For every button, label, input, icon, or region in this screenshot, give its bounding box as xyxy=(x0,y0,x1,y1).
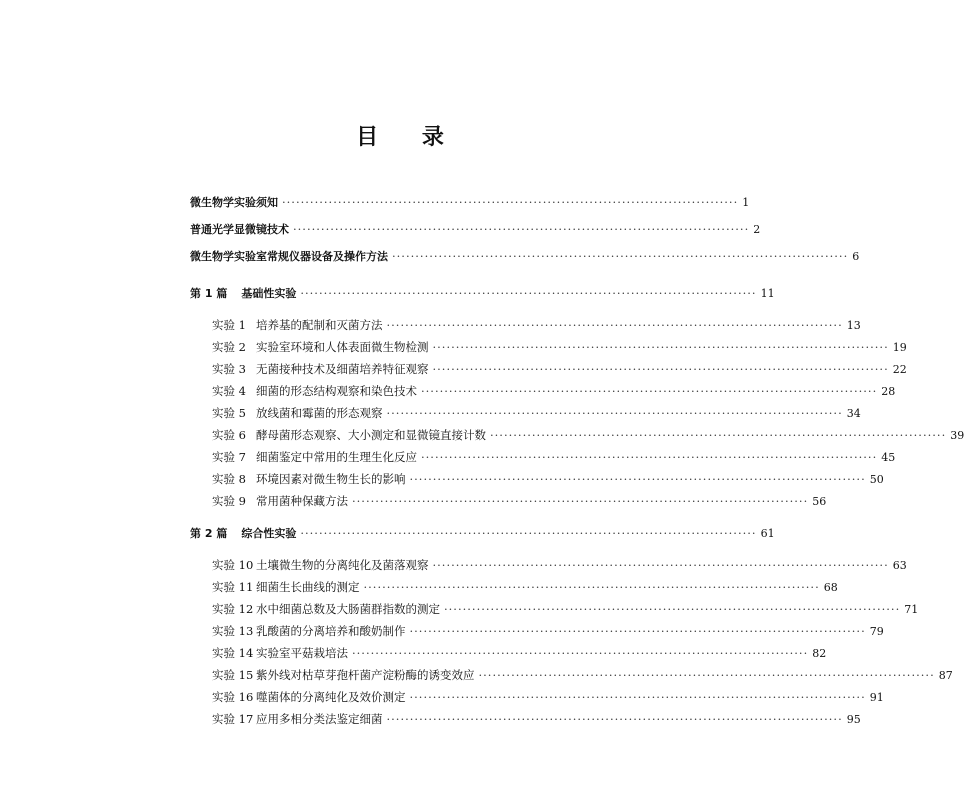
experiment-number: 实验 5 xyxy=(212,406,246,420)
toc-entry xyxy=(212,579,838,595)
leader-dots: ·································································································· xyxy=(293,222,750,236)
leader-dots: ·································································································· xyxy=(352,646,809,660)
leader-dots: ·································································································· xyxy=(300,286,757,300)
experiment-number: 实验 9 xyxy=(212,494,246,508)
experiment-number: 实验 3 xyxy=(212,362,246,376)
entry-title: 细菌的形态结构观察和染色技术 xyxy=(256,384,417,398)
entry-title: 酵母菌形态观察、大小测定和显微镜直接计数 xyxy=(256,428,486,442)
toc-entry xyxy=(212,339,907,355)
experiment-number: 实验 2 xyxy=(212,340,246,354)
experiment-number: 实验 14 xyxy=(212,646,254,660)
entry-title: 环境因素对微生物生长的影响 xyxy=(256,472,406,486)
leader-dots: ·································································································· xyxy=(282,195,739,209)
toc-part-heading xyxy=(190,525,775,541)
experiment-number: 实验 8 xyxy=(212,472,246,486)
leader-dots: ·································································································· xyxy=(421,450,878,464)
entry-page: 6 xyxy=(852,250,860,263)
toc-entry xyxy=(212,405,861,421)
entry-title: 紫外线对枯草芽孢杆菌产淀粉酶的诱变效应 xyxy=(256,668,475,682)
entry-title: 土壤微生物的分离纯化及菌落观察 xyxy=(256,558,429,572)
entry-page: 95 xyxy=(846,713,861,726)
leader-dots: ·································································································· xyxy=(386,318,843,332)
entry-page: 71 xyxy=(904,603,919,616)
experiment-number: 实验 17 xyxy=(212,712,254,726)
toc-entry xyxy=(212,427,964,443)
part-name: 综合性实验 xyxy=(241,527,297,540)
experiment-number: 实验 10 xyxy=(212,558,254,572)
entry-title: 应用多相分类法鉴定细菌 xyxy=(256,712,383,726)
toc-entry xyxy=(212,689,884,705)
leader-dots: ·································································································· xyxy=(352,494,809,508)
leader-dots: ·································································································· xyxy=(444,602,901,616)
toc-part-heading xyxy=(190,285,775,301)
toc-entry xyxy=(212,471,884,487)
entry-page: 63 xyxy=(892,559,907,572)
experiment-number: 实验 12 xyxy=(212,602,254,616)
experiment-number: 实验 1 xyxy=(212,318,246,332)
entry-title: 细菌生长曲线的测定 xyxy=(256,580,360,594)
leader-dots: ·································································································· xyxy=(490,428,947,442)
entry-page: 28 xyxy=(881,385,896,398)
entry-page: 87 xyxy=(938,669,953,682)
entry-page: 34 xyxy=(846,407,861,420)
entry-page: 11 xyxy=(760,287,775,300)
leader-dots: ·································································································· xyxy=(421,384,878,398)
entry-page: 91 xyxy=(869,691,884,704)
entry-page: 2 xyxy=(753,223,761,236)
entry-page: 50 xyxy=(869,473,884,486)
toc-entry xyxy=(212,645,827,661)
entry-page: 68 xyxy=(823,581,838,594)
entry-page: 61 xyxy=(760,527,775,540)
entry-page: 79 xyxy=(869,625,884,638)
leader-dots: ·································································································· xyxy=(409,690,866,704)
toc-entry xyxy=(212,623,884,639)
entry-title: 噬菌体的分离纯化及效价测定 xyxy=(256,690,406,704)
entry-title: 常用菌种保藏方法 xyxy=(256,494,348,508)
part-name: 基础性实验 xyxy=(241,287,297,300)
leader-dots: ·································································································· xyxy=(478,668,935,682)
entry-page: 13 xyxy=(846,319,861,332)
toc-entry xyxy=(190,194,750,210)
experiment-number: 实验 16 xyxy=(212,690,254,704)
leader-dots: ·································································································· xyxy=(363,580,820,594)
entry-title: 培养基的配制和灭菌方法 xyxy=(256,318,383,332)
experiment-number: 实验 11 xyxy=(212,580,254,594)
toc-entry xyxy=(212,557,907,573)
page-title: 目 录 xyxy=(356,125,462,150)
leader-dots: ·································································································· xyxy=(432,558,889,572)
entry-title: 微生物学实验室常规仪器设备及操作方法 xyxy=(190,250,388,263)
toc-entry xyxy=(212,601,919,617)
leader-dots: ·································································································· xyxy=(409,624,866,638)
part-number: 第 2 篇 xyxy=(190,527,228,540)
toc-entry xyxy=(212,361,907,377)
entry-page: 82 xyxy=(812,647,827,660)
entry-page: 56 xyxy=(812,495,827,508)
leader-dots: ·································································································· xyxy=(386,712,843,726)
toc-entry xyxy=(190,248,860,264)
entry-title: 水中细菌总数及大肠菌群指数的测定 xyxy=(256,602,440,616)
experiment-number: 实验 15 xyxy=(212,668,254,682)
entry-title: 乳酸菌的分离培养和酸奶制作 xyxy=(256,624,406,638)
entry-title: 实验室环境和人体表面微生物检测 xyxy=(256,340,429,354)
experiment-number: 实验 6 xyxy=(212,428,246,442)
part-number: 第 1 篇 xyxy=(190,287,228,300)
entry-title: 放线菌和霉菌的形态观察 xyxy=(256,406,383,420)
toc-entry xyxy=(212,667,953,683)
experiment-number: 实验 7 xyxy=(212,450,246,464)
entry-page: 22 xyxy=(892,363,907,376)
entry-title: 普通光学显微镜技术 xyxy=(190,223,289,236)
entry-title: 细菌鉴定中常用的生理生化反应 xyxy=(256,450,417,464)
leader-dots: ·································································································· xyxy=(432,362,889,376)
toc-entry xyxy=(212,449,896,465)
entry-page: 45 xyxy=(881,451,896,464)
entry-title: 无菌接种技术及细菌培养特征观察 xyxy=(256,362,429,376)
entry-page: 19 xyxy=(892,341,907,354)
experiment-number: 实验 13 xyxy=(212,624,254,638)
leader-dots: ·································································································· xyxy=(386,406,843,420)
toc-entry xyxy=(212,383,896,399)
toc-entry xyxy=(212,317,861,333)
leader-dots: ·································································································· xyxy=(432,340,889,354)
entry-page: 39 xyxy=(950,429,964,442)
leader-dots: ·································································································· xyxy=(392,249,849,263)
toc-entry xyxy=(190,221,761,237)
experiment-number: 实验 4 xyxy=(212,384,246,398)
entry-page: 1 xyxy=(742,196,750,209)
leader-dots: ·································································································· xyxy=(300,526,757,540)
leader-dots: ·································································································· xyxy=(409,472,866,486)
entry-title: 微生物学实验须知 xyxy=(190,196,278,209)
toc-entry xyxy=(212,493,827,509)
entry-title: 实验室平菇栽培法 xyxy=(256,646,348,660)
toc-entry xyxy=(212,711,861,727)
